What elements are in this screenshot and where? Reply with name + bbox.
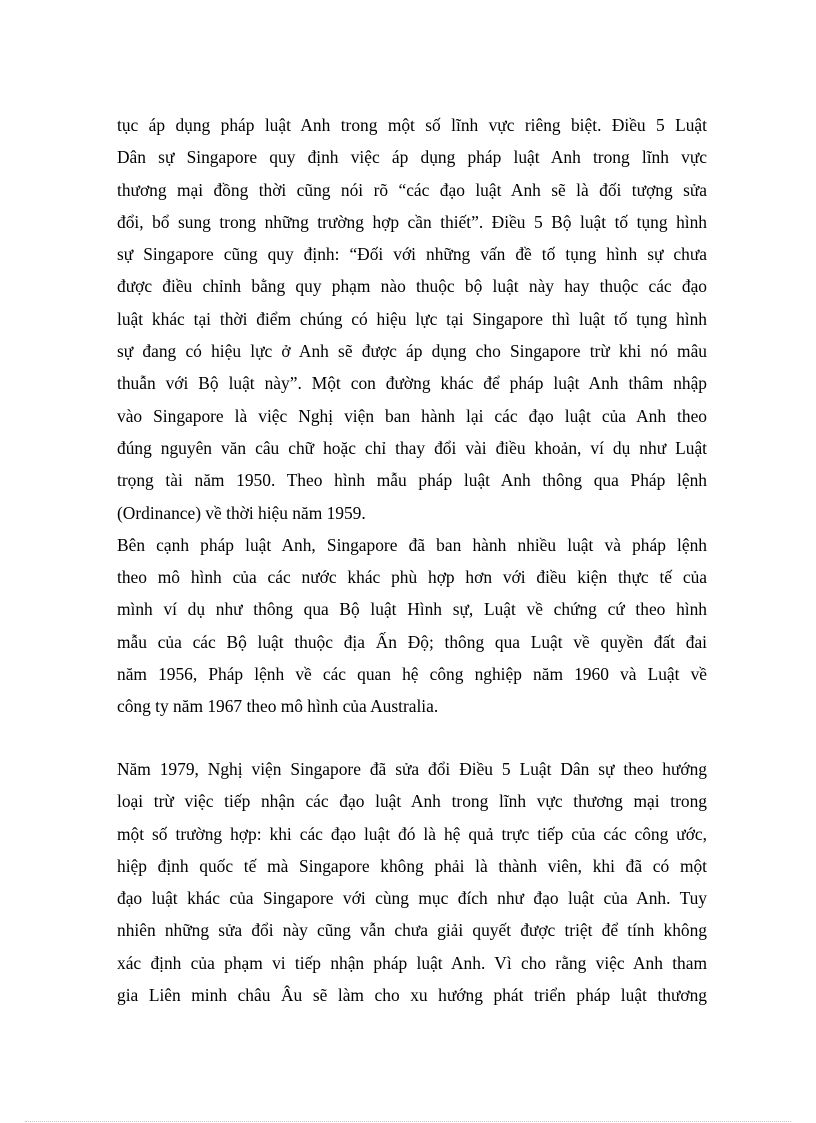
text-line: luật khác tại thời điểm chúng có hiệu lực tại Singapore thì luật tố tụng hình (117, 308, 707, 329)
text-line: Dân sự Singapore quy định việc áp dụng pháp luật Anh trong lĩnh vực (117, 147, 707, 168)
text-line: gia Liên minh châu Âu sẽ làm cho xu hướng phát triển pháp luật thương (117, 985, 707, 1006)
text-line: nhiên những sửa đổi này cũng vẫn chưa giải quyết được triệt để tính không (117, 920, 707, 941)
text-line: trọng tài năm 1950. Theo hình mẫu pháp luật Anh thông qua Pháp lệnh (117, 470, 707, 491)
text-line: mình ví dụ như thông qua Bộ luật Hình sự, Luật về chứng cứ theo hình (117, 599, 707, 620)
text-line: theo mô hình của các nước khác phù hợp hơn với điều kiện thực tế của (117, 567, 707, 588)
text-line: Năm 1979, Nghị viện Singapore đã sửa đổi Điều 5 Luật Dân sự theo hướng (117, 759, 707, 779)
text-line: thuẫn với Bộ luật này”. Một con đường khác để pháp luật Anh thâm nhập (117, 373, 707, 394)
text-line: sự Singapore cũng quy định: “Đối với những vấn đề tố tụng hình sự chưa (117, 244, 707, 265)
text-line: được điều chỉnh bằng quy phạm nào thuộc bộ luật này hay thuộc các đạo (117, 276, 707, 297)
page-bottom-divider (25, 1121, 791, 1122)
text-line: mẫu của các Bộ luật thuộc địa Ấn Độ; thông qua Luật về quyền đất đai (117, 631, 707, 652)
text-line: thương mại đồng thời cũng nói rõ “các đạo luật Anh sẽ là đối tượng sửa (117, 179, 707, 200)
text-line: xác định của phạm vi tiếp nhận pháp luật Anh. Vì cho rằng việc Anh tham (117, 952, 707, 973)
text-line: công ty năm 1967 theo mô hình của Australia. (117, 696, 439, 717)
text-line: (Ordinance) về thời hiệu năm 1959. (117, 502, 366, 523)
text-line: hiệp định quốc tế mà Singapore không phải là thành viên, khi đã có một (117, 855, 707, 876)
text-line: năm 1956, Pháp lệnh về các quan hệ công nghiệp năm 1960 và Luật về (117, 664, 707, 685)
paragraph-1 (117, 109, 707, 723)
text-line: tục áp dụng pháp luật Anh trong một số lĩnh vực riêng biệt. Điều 5 Luật (117, 115, 707, 135)
text-line: đổi, bổ sung trong những trường hợp cần thiết”. Điều 5 Bộ luật tố tụng hình (117, 211, 707, 232)
text-line: một số trường hợp: khi các đạo luật đó là hệ quả trực tiếp của các công ước, (117, 823, 707, 844)
text-line: Bên cạnh pháp luật Anh, Singapore đã ban hành nhiều luật và pháp lệnh (117, 534, 707, 555)
paragraph-2 (117, 753, 707, 1011)
text-line: loại trừ việc tiếp nhận các đạo luật Anh trong lĩnh vực thương mại trong (117, 791, 707, 812)
text-line: đạo luật khác của Singapore với cùng mục đích như đạo luật của Anh. Tuy (117, 888, 707, 909)
text-line: vào Singapore là việc Nghị viện ban hành lại các đạo luật của Anh theo (117, 405, 707, 426)
text-line: sự đang có hiệu lực ở Anh sẽ được áp dụng cho Singapore trừ khi nó mâu (117, 341, 707, 362)
text-line: đúng nguyên văn câu chữ hoặc chỉ thay đổi vài điều khoản, ví dụ như Luật (117, 437, 707, 458)
